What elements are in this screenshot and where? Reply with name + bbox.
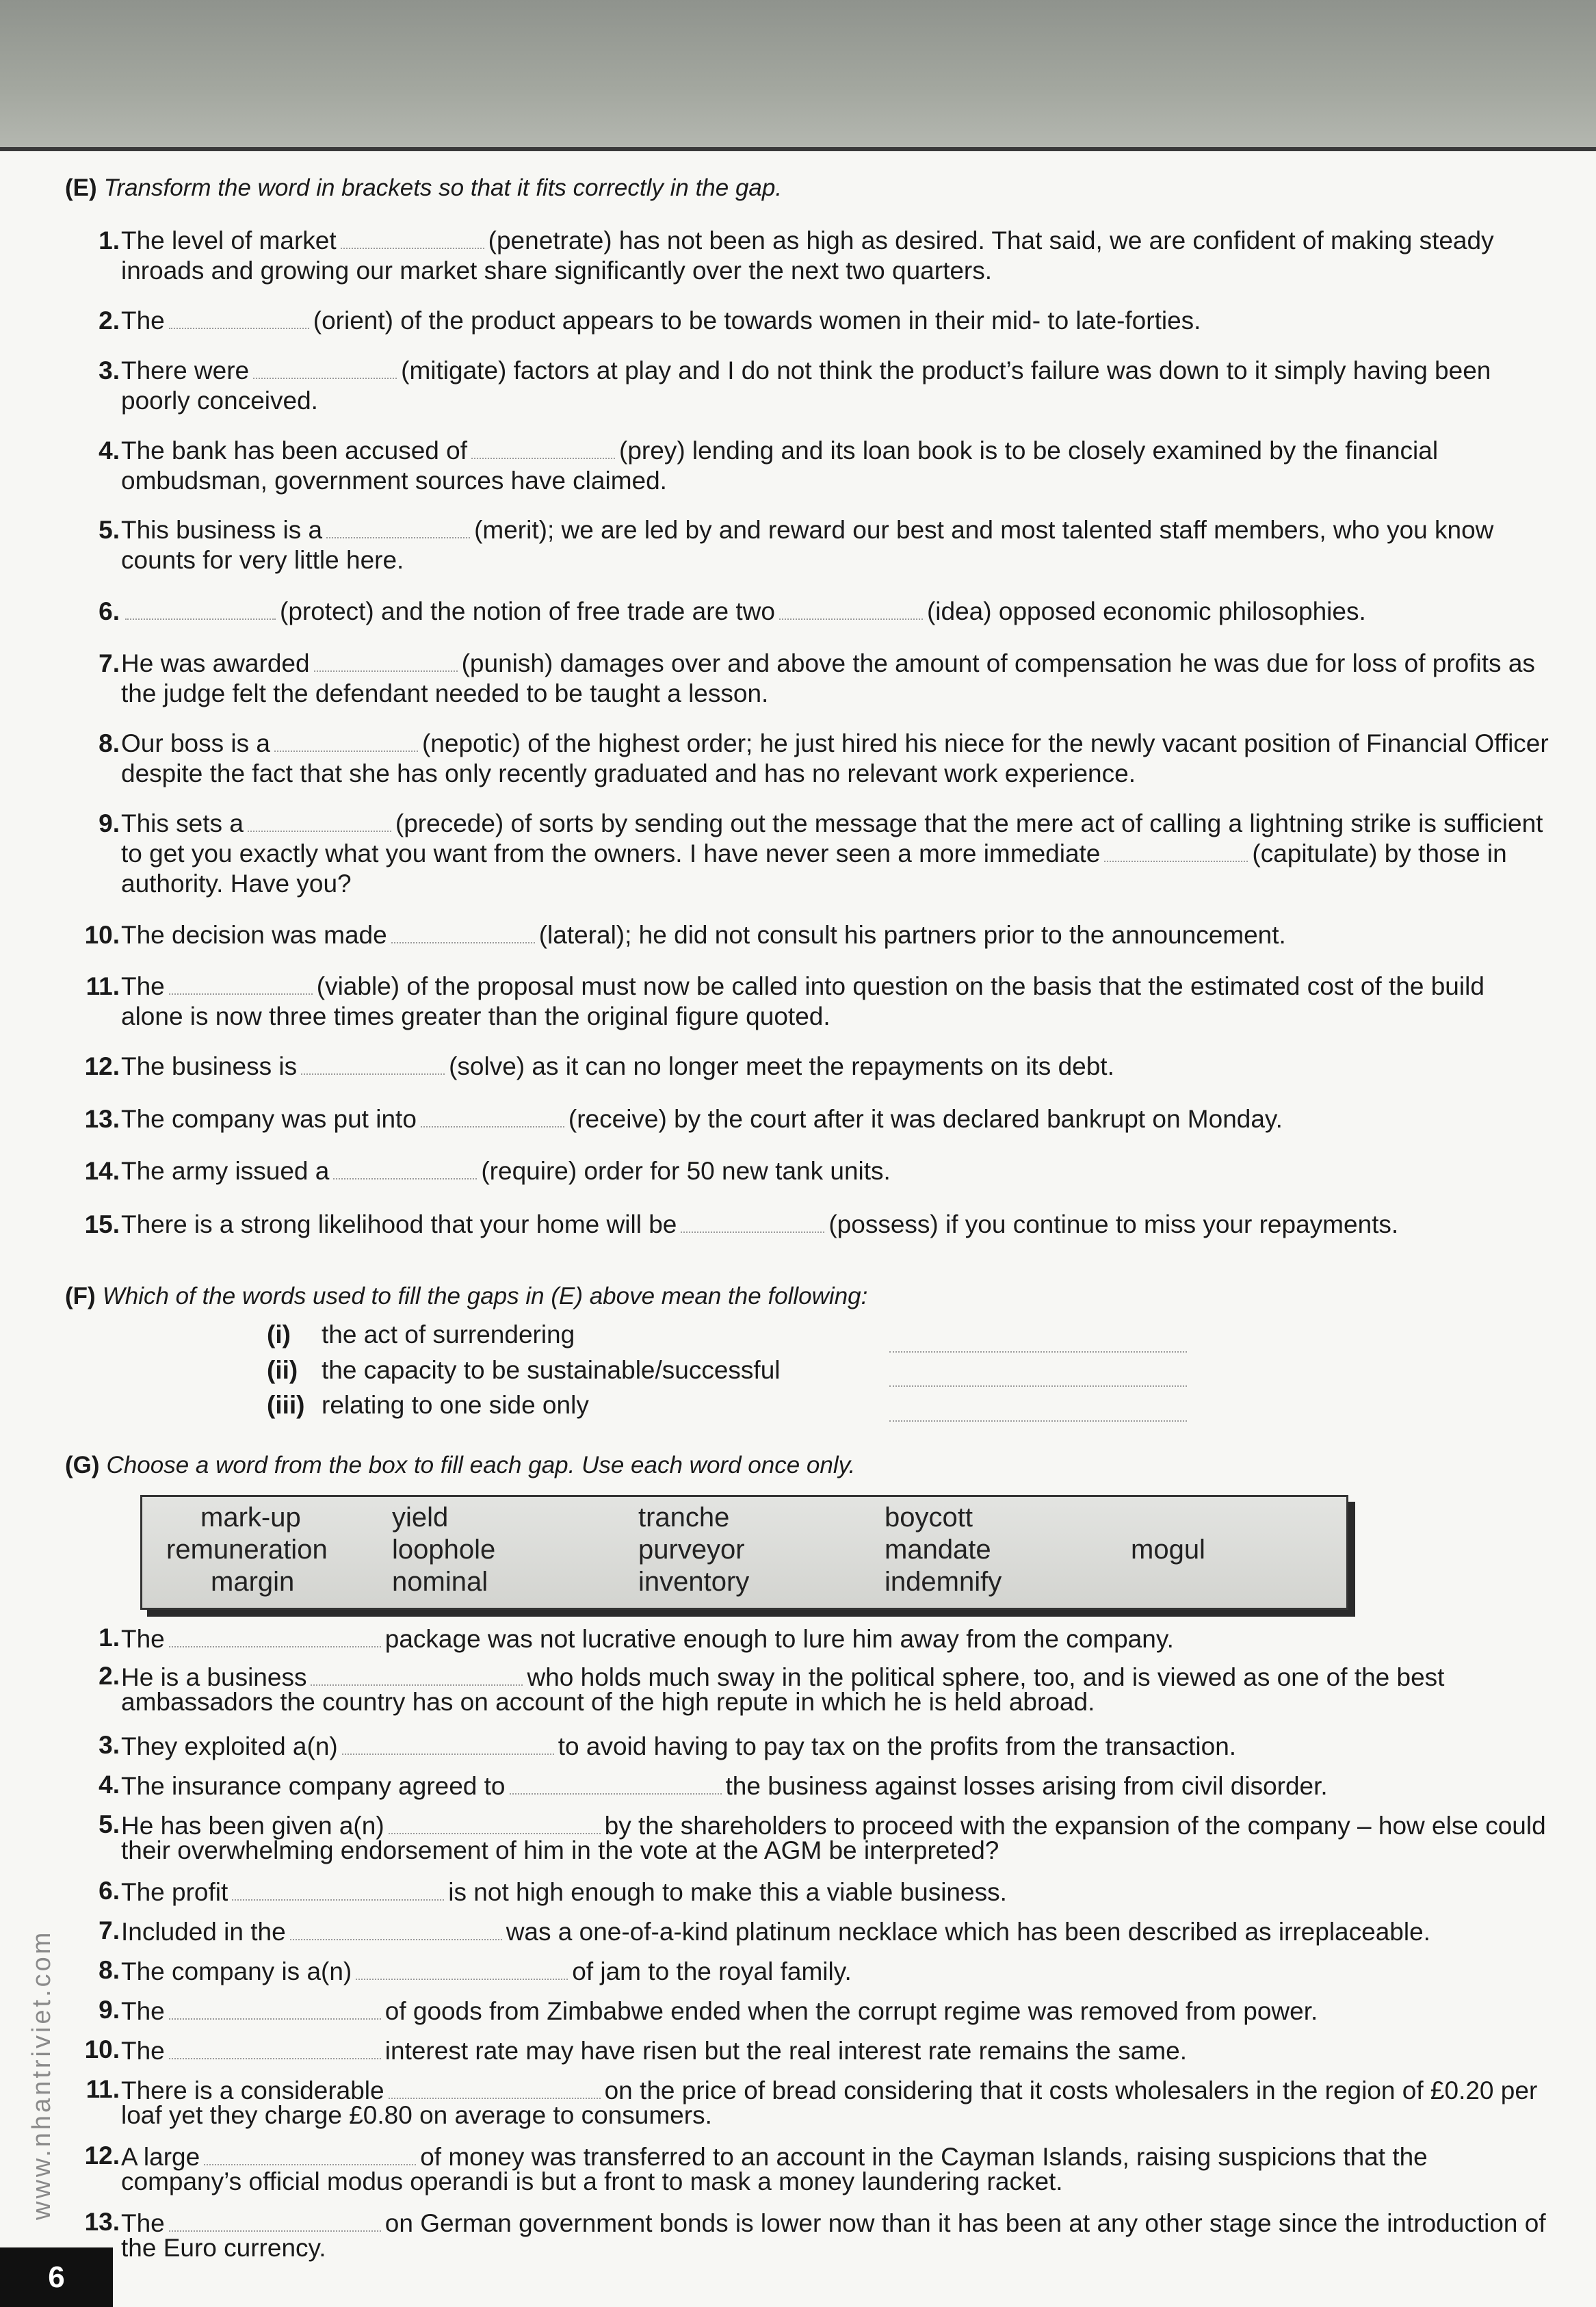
item-text: There were bbox=[121, 356, 250, 384]
item-text: He is a business bbox=[121, 1663, 307, 1691]
answer-gap[interactable] bbox=[169, 973, 313, 995]
item-text: The bbox=[121, 307, 165, 335]
box-word: purveyor bbox=[638, 1535, 745, 1565]
exercise-item bbox=[79, 1773, 1549, 1799]
item-number: 14. bbox=[84, 1157, 120, 1185]
exercise-item bbox=[79, 1812, 1549, 1863]
exercise-item bbox=[79, 306, 1549, 336]
answer-gap[interactable] bbox=[333, 1158, 477, 1179]
item-text: (require) order for 50 new tank units. bbox=[481, 1157, 891, 1185]
item-text: The decision was made bbox=[121, 921, 387, 949]
item-text: on the price of bread considering that it costs wholesalers in the region of £0.20 per loaf yet they charge £0.80 on average to consumers. bbox=[121, 2076, 1538, 2129]
exercise-item bbox=[79, 809, 1549, 899]
answer-gap[interactable] bbox=[389, 2077, 601, 2099]
item-number: 12. bbox=[84, 2141, 120, 2169]
exercise-item bbox=[79, 1210, 1549, 1240]
section-e-letter: (E) bbox=[65, 174, 97, 201]
box-word: remuneration bbox=[166, 1535, 328, 1565]
answer-gap[interactable] bbox=[391, 922, 535, 943]
item-text: He has been given a(n) bbox=[121, 1812, 384, 1840]
answer-gap[interactable] bbox=[204, 2143, 416, 2165]
item-number: 1. bbox=[99, 226, 120, 255]
definition-item bbox=[267, 1320, 575, 1349]
box-word: yield bbox=[392, 1502, 449, 1533]
exercise-item bbox=[79, 1626, 1549, 1652]
item-text: They exploited a(n) bbox=[121, 1732, 338, 1760]
item-text: A large bbox=[121, 2143, 200, 2171]
item-text: (penetrate) has not been as high as desired. That said, we are confident of making steady inroads and growing our market share significantly over the next two quarters. bbox=[121, 226, 1494, 285]
answer-gap[interactable] bbox=[510, 1773, 722, 1795]
item-number: 13. bbox=[84, 2208, 120, 2236]
answer-gap[interactable] bbox=[1104, 840, 1248, 862]
exercise-item bbox=[79, 920, 1549, 950]
item-text: interest rate may have risen but the real interest rate remains the same. bbox=[384, 2037, 1187, 2065]
item-text: The company was put into bbox=[121, 1105, 417, 1133]
definition-item bbox=[267, 1391, 589, 1420]
item-text: There is a strong likelihood that your home will be bbox=[121, 1210, 677, 1238]
exercise-item bbox=[79, 2143, 1549, 2194]
answer-gap[interactable] bbox=[301, 1053, 445, 1075]
word-box bbox=[140, 1495, 1348, 1610]
item-text: of jam to the royal family. bbox=[572, 1957, 852, 1985]
item-number: 6. bbox=[99, 1877, 120, 1905]
item-text: The bbox=[121, 1625, 165, 1653]
exercise-item bbox=[79, 1052, 1549, 1082]
exercise-item bbox=[79, 356, 1549, 416]
item-text: The company is a(n) bbox=[121, 1957, 352, 1985]
exercise-item bbox=[79, 2077, 1549, 2128]
item-text: The bank has been accused of bbox=[121, 436, 468, 465]
answer-gap[interactable] bbox=[341, 227, 484, 249]
item-text: (solve) as it can no longer meet the repayments on its debt. bbox=[449, 1052, 1114, 1080]
exercise-item bbox=[79, 436, 1549, 496]
exercise-item bbox=[79, 2210, 1549, 2260]
box-word: nominal bbox=[392, 1567, 488, 1597]
exercise-item bbox=[79, 1733, 1549, 1759]
item-number: 2. bbox=[99, 1662, 120, 1690]
item-text: (prey) lending and its loan book is to be closely examined by the financial ombudsman, government sources have claimed. bbox=[121, 436, 1439, 495]
answer-gap[interactable] bbox=[779, 598, 923, 620]
item-number: 4. bbox=[99, 436, 120, 465]
answer-gap[interactable] bbox=[248, 810, 391, 832]
definition-text: relating to one side only bbox=[322, 1391, 589, 1419]
item-text: (idea) opposed economic philosophies. bbox=[926, 597, 1366, 625]
item-text: Our boss is a bbox=[121, 729, 270, 757]
item-number: 1. bbox=[99, 1624, 120, 1652]
answer-gap[interactable] bbox=[169, 2210, 381, 2232]
item-text: of goods from Zimbabwe ended when the corrupt regime was removed from power. bbox=[384, 1997, 1318, 2025]
item-text: the business against losses arising from civil disorder. bbox=[725, 1772, 1328, 1800]
item-text: (viable) of the proposal must now be called into question on the basis that the estimated cost of the build alone is now three times greater than the original figure quoted. bbox=[121, 972, 1484, 1030]
definition-text: the capacity to be sustainable/successful bbox=[322, 1356, 781, 1384]
exercise-item bbox=[79, 1664, 1549, 1715]
item-number: 5. bbox=[99, 516, 120, 544]
answer-gap[interactable] bbox=[232, 1879, 444, 1901]
item-number: 8. bbox=[99, 729, 120, 757]
section-e-instruction: Transform the word in brackets so that it fits correctly in the gap. bbox=[103, 174, 783, 201]
item-text: The army issued a bbox=[121, 1157, 330, 1185]
item-text: package was not lucrative enough to lure him away from the company. bbox=[384, 1625, 1174, 1653]
item-number: 3. bbox=[99, 1731, 120, 1759]
answer-gap[interactable] bbox=[169, 2037, 381, 2059]
item-text: (possess) if you continue to miss your repayments. bbox=[828, 1210, 1399, 1238]
exercise-item bbox=[79, 1879, 1549, 1905]
exercise-item bbox=[79, 1104, 1549, 1134]
answer-gap[interactable] bbox=[389, 1812, 601, 1834]
exercise-item bbox=[79, 1958, 1549, 1984]
answer-gap[interactable] bbox=[169, 1626, 381, 1647]
item-text: who holds much sway in the political sphere, too, and is viewed as one of the best ambassadors the country has on account of the high repute in which he is held abroad. bbox=[121, 1663, 1445, 1716]
page-number: 6 bbox=[0, 2247, 113, 2307]
definition-answer-line[interactable] bbox=[889, 1385, 1187, 1387]
answer-gap[interactable] bbox=[471, 437, 615, 459]
item-number: 9. bbox=[99, 809, 120, 837]
definition-answer-line[interactable] bbox=[889, 1351, 1187, 1353]
item-number: 11. bbox=[86, 972, 120, 1000]
item-text: There is a considerable bbox=[121, 2076, 384, 2104]
section-g-heading bbox=[65, 1452, 855, 1479]
answer-gap[interactable] bbox=[421, 1106, 564, 1128]
answer-gap[interactable] bbox=[274, 730, 418, 752]
item-text: The insurance company agreed to bbox=[121, 1772, 506, 1800]
item-text: was a one-of-a-kind platinum necklace which has been described as irreplaceable. bbox=[506, 1918, 1430, 1946]
definition-number: (ii) bbox=[267, 1356, 298, 1384]
definition-number: (iii) bbox=[267, 1391, 305, 1419]
item-text: (protect) and the notion of free trade are two bbox=[280, 597, 775, 625]
answer-gap[interactable] bbox=[169, 307, 309, 329]
box-word: margin bbox=[211, 1567, 295, 1597]
item-number: 10. bbox=[84, 921, 120, 949]
item-number: 11. bbox=[86, 2075, 120, 2103]
item-number: 2. bbox=[99, 307, 120, 335]
answer-gap[interactable] bbox=[125, 598, 276, 620]
item-text: to avoid having to pay tax on the profits from the transaction. bbox=[558, 1732, 1237, 1760]
item-text: The bbox=[121, 972, 165, 1000]
answer-gap[interactable] bbox=[342, 1733, 554, 1755]
section-g-letter: (G) bbox=[65, 1452, 100, 1478]
item-number: 4. bbox=[99, 1771, 120, 1799]
item-number: 10. bbox=[84, 2035, 120, 2063]
section-e-heading bbox=[65, 174, 782, 202]
answer-gap[interactable] bbox=[314, 650, 458, 672]
answer-gap[interactable] bbox=[169, 1998, 381, 2020]
answer-gap[interactable] bbox=[681, 1211, 824, 1233]
box-word: mogul bbox=[1131, 1535, 1205, 1565]
item-number: 3. bbox=[99, 356, 120, 384]
definition-item bbox=[267, 1356, 781, 1385]
item-text: (receive) by the court after it was declared bankrupt on Monday. bbox=[568, 1105, 1283, 1133]
item-text: This sets a bbox=[121, 809, 244, 837]
item-number: 12. bbox=[84, 1052, 120, 1080]
item-text: (capitulate) by those in authority. Have you? bbox=[121, 839, 1507, 898]
item-text: Included in the bbox=[121, 1918, 286, 1946]
box-word: loophole bbox=[392, 1535, 496, 1565]
exercise-item bbox=[79, 1918, 1549, 1944]
item-number: 6. bbox=[99, 597, 120, 625]
item-text: by the shareholders to proceed with the expansion of the company – how else could their overwhelming endorsement of him in the vote at the AGM be interpreted? bbox=[121, 1812, 1546, 1864]
section-f-letter: (F) bbox=[65, 1283, 96, 1309]
item-text: (merit); we are led by and reward our best and most talented staff members, who you know counts for very little here. bbox=[121, 516, 1494, 574]
item-text: The business is bbox=[121, 1052, 298, 1080]
exercise-item bbox=[79, 1156, 1549, 1186]
section-f-heading bbox=[65, 1283, 867, 1310]
item-text: The bbox=[121, 2209, 165, 2237]
item-number: 7. bbox=[99, 1916, 120, 1944]
section-g-instruction: Choose a word from the box to fill each gap. Use each word once only. bbox=[106, 1452, 856, 1478]
definition-answer-line[interactable] bbox=[889, 1420, 1187, 1422]
item-text: (precede) of sorts by sending out the message that the mere act of calling a lightning strike is sufficient to get you exactly what you want from the owners. I have never seen a more immediate bbox=[121, 809, 1543, 868]
item-text: (mitigate) factors at play and I do not think the product’s failure was down to it simply having been poorly conceived. bbox=[121, 356, 1491, 415]
answer-gap[interactable] bbox=[311, 1664, 523, 1686]
item-text: on German government bonds is lower now than it has been at any other stage since the introduction of the Euro currency. bbox=[121, 2209, 1546, 2262]
answer-gap[interactable] bbox=[290, 1918, 502, 1940]
item-text: of money was transferred to an account in the Cayman Islands, raising suspicions that the company’s official modus operandi is but a front to mask a money laundering racket. bbox=[121, 2143, 1428, 2195]
item-text: (punish) damages over and above the amount of compensation he was due for loss of profits as the judge felt the defendant needed to be taught a lesson. bbox=[121, 649, 1535, 707]
item-text: (nepotic) of the highest order; he just hired his niece for the newly vacant position of Financial Officer despite the fact that she has only recently graduated and has no relevant work experience. bbox=[121, 729, 1549, 787]
exercise-item bbox=[79, 515, 1549, 575]
box-word: mandate bbox=[885, 1535, 991, 1565]
item-text: (lateral); he did not consult his partners prior to the announcement. bbox=[538, 921, 1286, 949]
item-text: This business is a bbox=[121, 516, 323, 544]
exercise-item bbox=[79, 226, 1549, 286]
item-number: 15. bbox=[84, 1210, 120, 1238]
exercise-item bbox=[79, 1998, 1549, 2024]
answer-gap[interactable] bbox=[326, 517, 470, 538]
exercise-item bbox=[79, 972, 1549, 1032]
exercise-item bbox=[79, 729, 1549, 789]
answer-gap[interactable] bbox=[253, 357, 397, 379]
box-word: inventory bbox=[638, 1567, 750, 1597]
item-text: (orient) of the product appears to be towards women in their mid- to late-forties. bbox=[313, 307, 1201, 335]
box-word: tranche bbox=[638, 1502, 730, 1533]
item-number: 9. bbox=[99, 1996, 120, 2024]
item-text: The profit bbox=[121, 1878, 228, 1906]
item-text: The bbox=[121, 2037, 165, 2065]
item-number: 13. bbox=[84, 1105, 120, 1133]
item-text: is not high enough to make this a viable business. bbox=[448, 1878, 1007, 1906]
item-number: 5. bbox=[99, 1810, 120, 1838]
box-word: boycott bbox=[885, 1502, 973, 1533]
website-watermark: www.nhantriviet.com bbox=[27, 1929, 56, 2220]
item-number: 7. bbox=[99, 649, 120, 677]
item-number: 8. bbox=[99, 1956, 120, 1984]
box-word: indemnify bbox=[885, 1567, 1002, 1597]
item-text: He was awarded bbox=[121, 649, 310, 677]
exercise-item bbox=[79, 649, 1549, 709]
answer-gap[interactable] bbox=[356, 1958, 568, 1980]
definition-number: (i) bbox=[267, 1320, 291, 1348]
item-text: The level of market bbox=[121, 226, 337, 255]
box-word: mark-up bbox=[200, 1502, 301, 1533]
item-text: The bbox=[121, 1997, 165, 2025]
section-f-instruction: Which of the words used to fill the gaps in (E) above mean the following: bbox=[102, 1283, 868, 1309]
definition-text: the act of surrendering bbox=[322, 1320, 575, 1348]
exercise-item bbox=[79, 597, 1549, 627]
exercise-item bbox=[79, 2037, 1549, 2063]
